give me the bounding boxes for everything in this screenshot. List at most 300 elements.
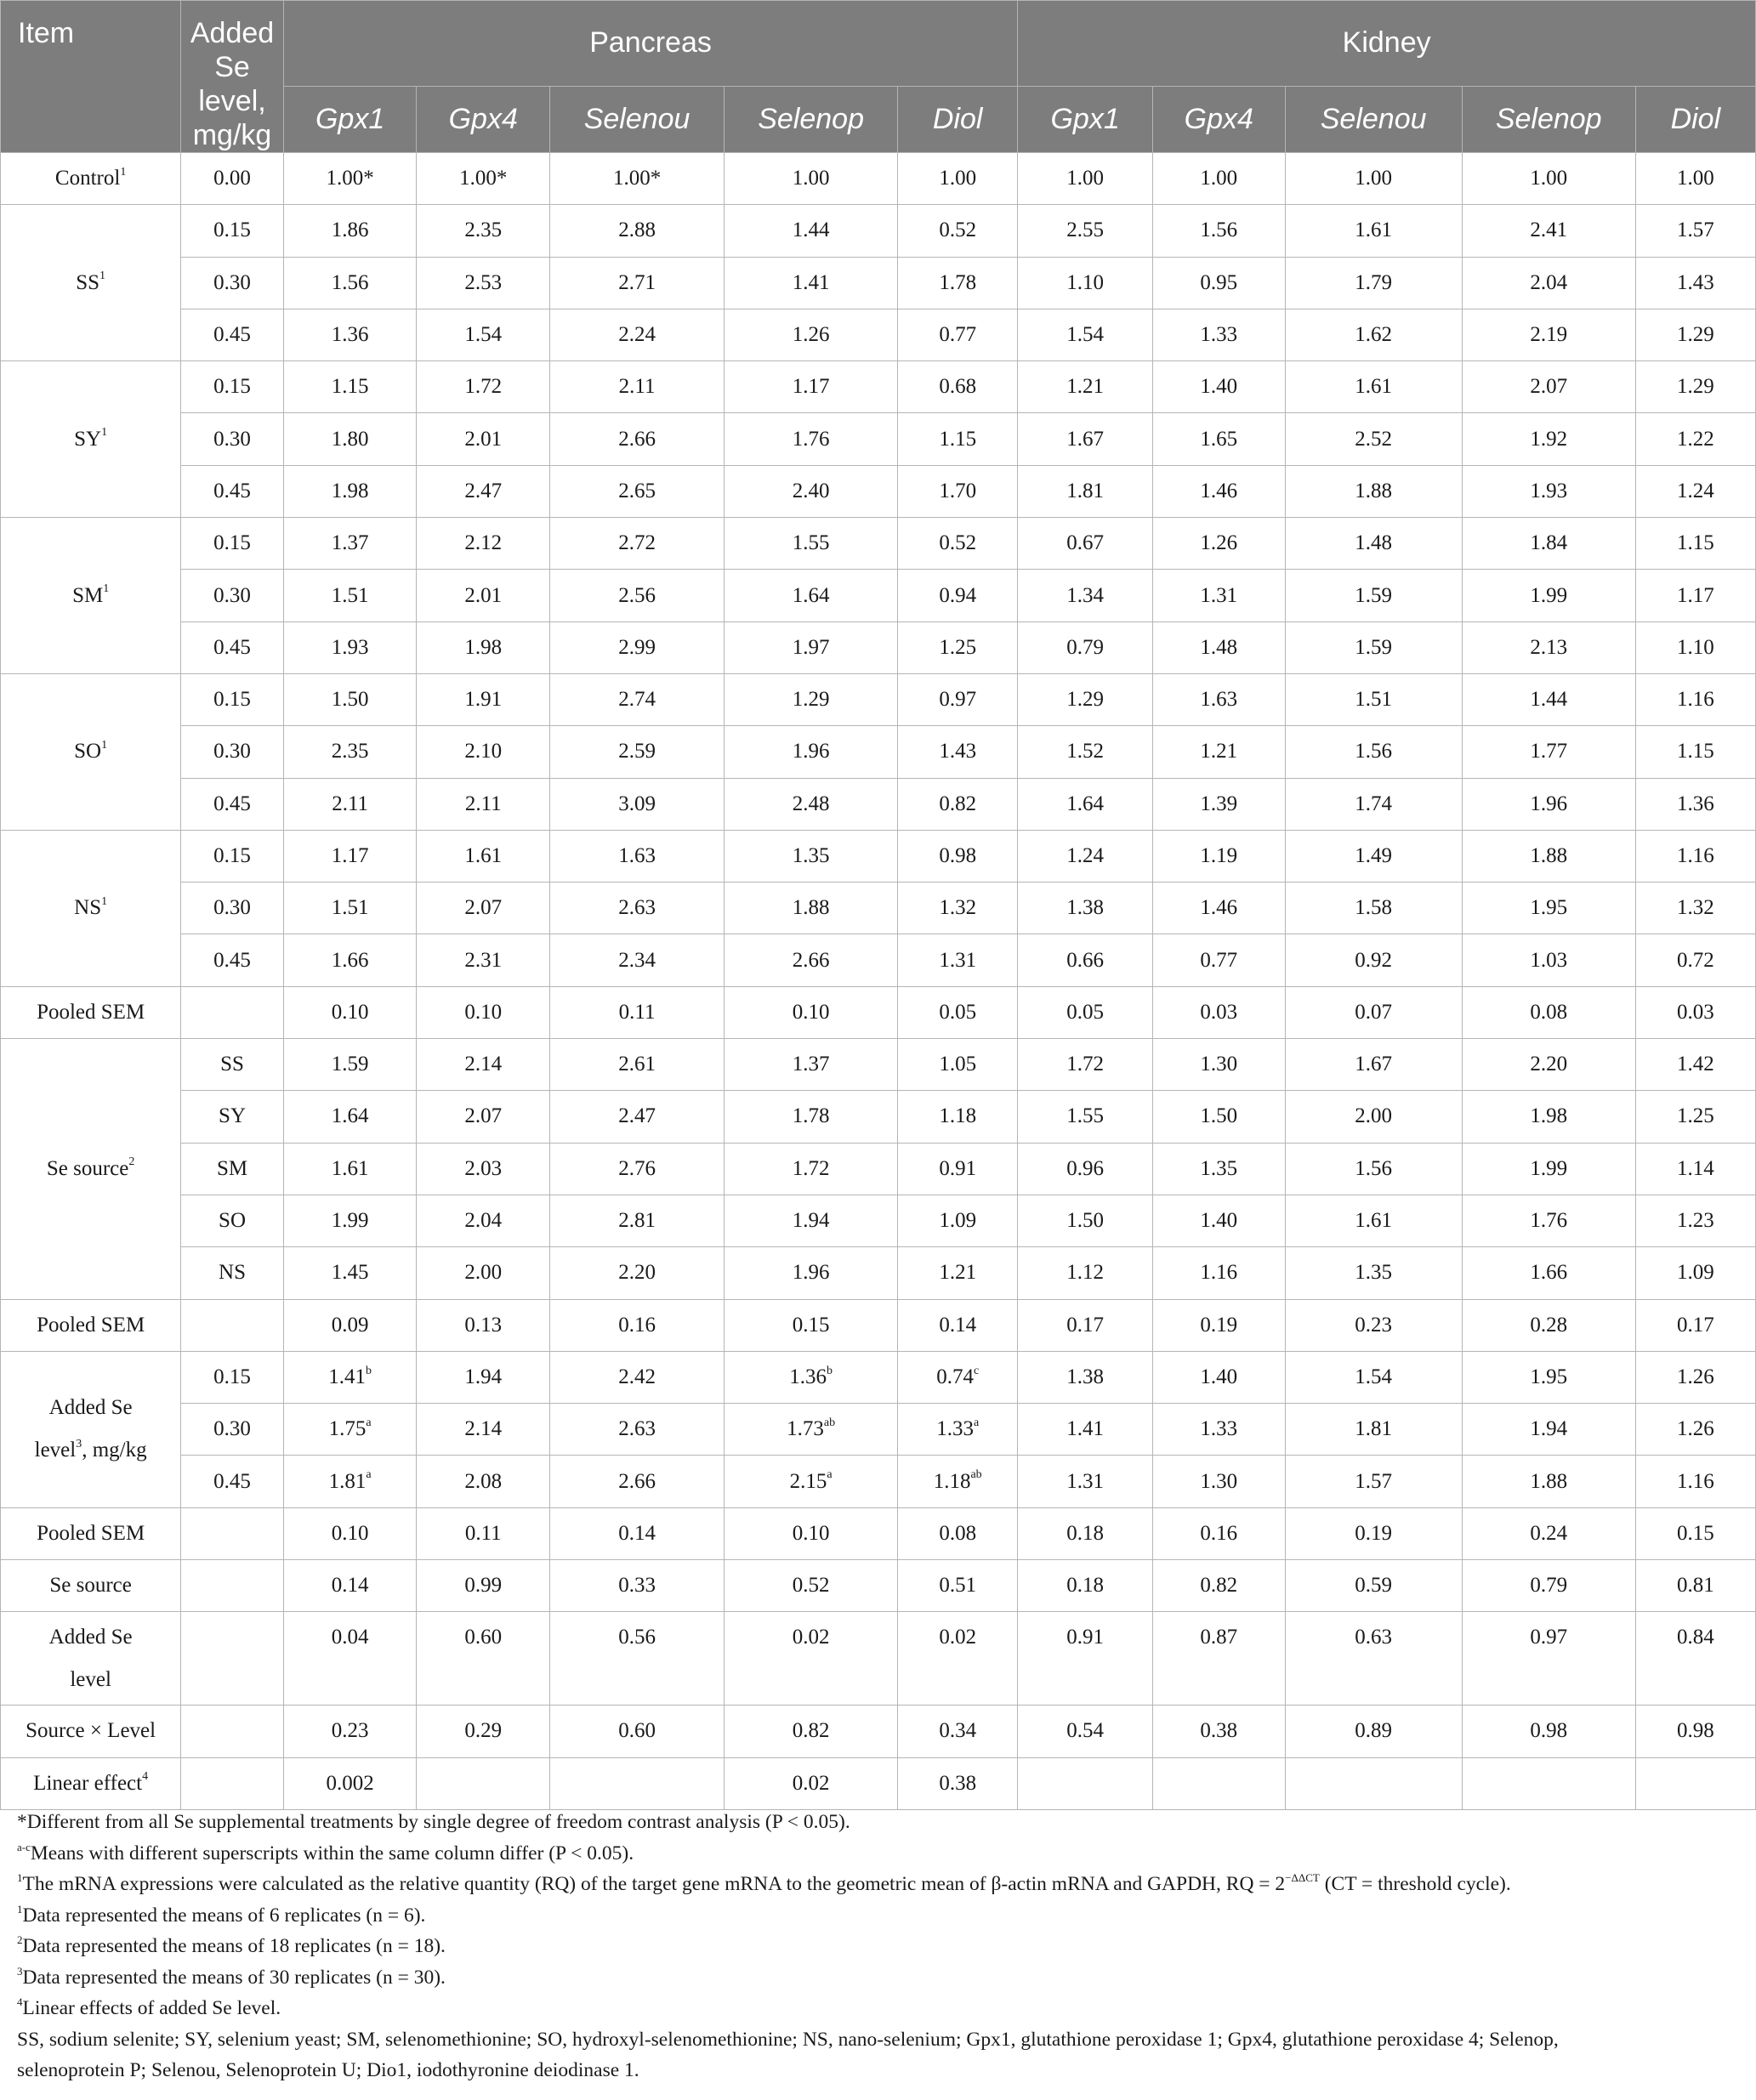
value-cell: 1.14: [1635, 1143, 1755, 1195]
value-cell: 0.34: [898, 1706, 1018, 1757]
level-cell: 0.15: [181, 1351, 284, 1403]
value-cell: 0.11: [417, 1507, 550, 1559]
value-cell: 0.18: [1018, 1507, 1153, 1559]
value-cell: 2.53: [417, 257, 550, 309]
value-cell: 1.40: [1152, 361, 1285, 413]
value-cell: 1.30: [1152, 1456, 1285, 1507]
footnote-linear: $^4$Linear effects of added Se level.: [17, 1995, 281, 2019]
value-cell: 1.96: [725, 726, 898, 778]
value-cell: 1.16: [1635, 673, 1755, 725]
value-cell: 1.12: [1018, 1247, 1153, 1299]
value-cell: 0.03: [1635, 986, 1755, 1038]
value-cell: 1.88: [725, 883, 898, 934]
value-cell: 1.81: [1018, 465, 1153, 517]
value-cell: 1.66: [1462, 1247, 1635, 1299]
value-cell: 0.29: [417, 1706, 550, 1757]
header-item: Item: [1, 1, 181, 153]
header-kidney-selenop: Selenop: [1462, 86, 1635, 152]
table-row: [1, 1143, 1756, 1195]
value-cell: 1.41$^b$: [283, 1351, 417, 1403]
value-cell: 1.35: [1152, 1143, 1285, 1195]
value-cell: 1.72: [417, 361, 550, 413]
value-cell: [417, 1757, 550, 1809]
value-cell: 1.38: [1018, 1351, 1153, 1403]
value-cell: 0.38: [898, 1757, 1018, 1809]
value-cell: 1.44: [1462, 673, 1635, 725]
value-cell: 2.61: [550, 1039, 725, 1091]
value-cell: 0.77: [1152, 934, 1285, 986]
value-cell: 1.00: [1635, 153, 1755, 205]
level-cell: [181, 986, 284, 1038]
table-row-linear: [1, 1757, 1756, 1809]
value-cell: 2.52: [1285, 413, 1462, 465]
value-cell: 1.88: [1285, 465, 1462, 517]
table-row-pooled-sem: [1, 1299, 1756, 1351]
value-cell: 1.10: [1635, 621, 1755, 673]
value-cell: 1.95: [1462, 1351, 1635, 1403]
table-row-pooled-sem: [1, 986, 1756, 1038]
value-cell: 1.61: [417, 830, 550, 882]
value-cell: 1.36$^b$: [725, 1351, 898, 1403]
value-cell: 1.93: [283, 621, 417, 673]
value-cell: 0.99: [417, 1560, 550, 1612]
value-cell: 0.54: [1018, 1706, 1153, 1757]
value-cell: 1.61: [1285, 205, 1462, 257]
value-cell: 2.59: [550, 726, 725, 778]
value-cell: 1.77: [1462, 726, 1635, 778]
value-cell: 2.00: [417, 1247, 550, 1299]
value-cell: 1.36: [283, 309, 417, 360]
table-row: [1, 413, 1756, 465]
source-cell: NS: [181, 1247, 284, 1299]
value-cell: 0.95: [1152, 257, 1285, 309]
value-cell: 2.14: [417, 1404, 550, 1456]
value-cell: 1.16: [1635, 1456, 1755, 1507]
value-cell: 1.26: [1635, 1404, 1755, 1456]
value-cell: 1.56: [283, 257, 417, 309]
value-cell: 1.49: [1285, 830, 1462, 882]
value-cell: 1.00*: [417, 153, 550, 205]
value-cell: 1.17: [1635, 570, 1755, 621]
header-pancreas-gpx1: Gpx1: [283, 86, 417, 152]
table-row: [1, 361, 1756, 413]
table-row: [1, 673, 1756, 725]
value-cell: 1.00: [725, 153, 898, 205]
value-cell: 2.07: [417, 1091, 550, 1143]
value-cell: 1.98: [417, 621, 550, 673]
value-cell: 1.16: [1635, 830, 1755, 882]
value-cell: 0.60: [417, 1612, 550, 1706]
value-cell: 0.74$^c$: [898, 1351, 1018, 1403]
value-cell: 0.81: [1635, 1560, 1755, 1612]
value-cell: 1.86: [283, 205, 417, 257]
value-cell: 2.35: [417, 205, 550, 257]
value-cell: 0.56: [550, 1612, 725, 1706]
value-cell: 1.59: [283, 1039, 417, 1091]
table-row: [1, 1039, 1756, 1091]
value-cell: 1.65: [1152, 413, 1285, 465]
row-label: Pooled SEM: [1, 1507, 181, 1559]
value-cell: 1.50: [283, 673, 417, 725]
value-cell: 1.63: [550, 830, 725, 882]
footnote-asterisk: *Different from all Se supplemental treatments by single degree of freedom contrast analysis (P < 0.05).: [17, 1811, 850, 1833]
value-cell: 0.98: [898, 830, 1018, 882]
value-cell: 2.04: [417, 1195, 550, 1246]
value-cell: 0.82: [898, 778, 1018, 830]
value-cell: 0.07: [1285, 986, 1462, 1038]
value-cell: 2.74: [550, 673, 725, 725]
value-cell: 2.12: [417, 518, 550, 570]
table-row-p-source: [1, 1560, 1756, 1612]
value-cell: 1.00*: [550, 153, 725, 205]
value-cell: 1.67: [1018, 413, 1153, 465]
value-cell: 1.98: [283, 465, 417, 517]
value-cell: 2.01: [417, 413, 550, 465]
value-cell: 1.16: [1152, 1247, 1285, 1299]
row-label: Control$^1$: [1, 153, 181, 205]
value-cell: 2.20: [550, 1247, 725, 1299]
value-cell: 0.52: [898, 205, 1018, 257]
table-row: [1, 830, 1756, 882]
source-cell: SM: [181, 1143, 284, 1195]
value-cell: 1.35: [1285, 1247, 1462, 1299]
table-row: [1, 309, 1756, 360]
value-cell: 1.15: [1635, 726, 1755, 778]
value-cell: 2.14: [417, 1039, 550, 1091]
value-cell: 1.00: [898, 153, 1018, 205]
value-cell: 1.93: [1462, 465, 1635, 517]
value-cell: 0.10: [417, 986, 550, 1038]
level-cell: [181, 1706, 284, 1757]
value-cell: 1.96: [1462, 778, 1635, 830]
value-cell: 1.54: [1018, 309, 1153, 360]
value-cell: 1.48: [1152, 621, 1285, 673]
value-cell: 1.80: [283, 413, 417, 465]
table-row: [1, 726, 1756, 778]
value-cell: 1.66: [283, 934, 417, 986]
value-cell: 0.14: [898, 1299, 1018, 1351]
value-cell: 2.11: [550, 361, 725, 413]
row-label: Linear effect$^4$: [1, 1757, 181, 1809]
level-cell: 0.45: [181, 934, 284, 986]
value-cell: 1.17: [725, 361, 898, 413]
value-cell: 0.19: [1285, 1507, 1462, 1559]
value-cell: 1.21: [1018, 361, 1153, 413]
value-cell: 1.29: [1018, 673, 1153, 725]
value-cell: 0.77: [898, 309, 1018, 360]
value-cell: 1.29: [1635, 361, 1755, 413]
value-cell: 2.24: [550, 309, 725, 360]
value-cell: 0.14: [550, 1507, 725, 1559]
value-cell: 1.31: [1152, 570, 1285, 621]
value-cell: 1.99: [1462, 1143, 1635, 1195]
value-cell: 1.51: [1285, 673, 1462, 725]
value-cell: 2.11: [283, 778, 417, 830]
value-cell: 0.16: [550, 1299, 725, 1351]
level-cell: [181, 1560, 284, 1612]
value-cell: 0.19: [1152, 1299, 1285, 1351]
value-cell: 0.66: [1018, 934, 1153, 986]
value-cell: 0.67: [1018, 518, 1153, 570]
value-cell: 1.22: [1635, 413, 1755, 465]
value-cell: 1.09: [898, 1195, 1018, 1246]
table-row: [1, 934, 1756, 986]
value-cell: 2.20: [1462, 1039, 1635, 1091]
value-cell: 1.45: [283, 1247, 417, 1299]
value-cell: 1.56: [1285, 726, 1462, 778]
value-cell: 2.34: [550, 934, 725, 986]
value-cell: 2.08: [417, 1456, 550, 1507]
row-label: Pooled SEM: [1, 986, 181, 1038]
value-cell: 1.18: [898, 1091, 1018, 1143]
value-cell: 0.24: [1462, 1507, 1635, 1559]
level-cell: 0.30: [181, 726, 284, 778]
value-cell: 1.79: [1285, 257, 1462, 309]
value-cell: 2.63: [550, 883, 725, 934]
value-cell: 1.10: [1018, 257, 1153, 309]
value-cell: [1462, 1757, 1635, 1809]
row-label: Se source$^2$: [1, 1039, 181, 1299]
value-cell: 1.29: [725, 673, 898, 725]
value-cell: 1.17: [283, 830, 417, 882]
value-cell: 0.002: [283, 1757, 417, 1809]
value-cell: 1.18$^{ab}$: [898, 1456, 1018, 1507]
value-cell: 0.10: [283, 1507, 417, 1559]
value-cell: 0.97: [1462, 1612, 1635, 1706]
value-cell: 1.40: [1152, 1195, 1285, 1246]
source-cell: SY: [181, 1091, 284, 1143]
value-cell: 1.64: [283, 1091, 417, 1143]
value-cell: 1.34: [1018, 570, 1153, 621]
table-row: [1, 1351, 1756, 1403]
value-cell: 1.62: [1285, 309, 1462, 360]
value-cell: 0.10: [283, 986, 417, 1038]
table-header: [1, 1, 1756, 153]
value-cell: 1.31: [1018, 1456, 1153, 1507]
value-cell: 1.23: [1635, 1195, 1755, 1246]
value-cell: 1.99: [1462, 570, 1635, 621]
value-cell: 0.79: [1018, 621, 1153, 673]
table-footnotes: [17, 1807, 1752, 2086]
value-cell: 1.58: [1285, 883, 1462, 934]
value-cell: 2.48: [725, 778, 898, 830]
table-row: [1, 570, 1756, 621]
value-cell: 0.09: [283, 1299, 417, 1351]
level-cell: 0.45: [181, 309, 284, 360]
value-cell: 0.98: [1635, 1706, 1755, 1757]
value-cell: 0.08: [1462, 986, 1635, 1038]
value-cell: 0.63: [1285, 1612, 1462, 1706]
level-cell: 0.15: [181, 830, 284, 882]
value-cell: 1.59: [1285, 570, 1462, 621]
value-cell: [1152, 1757, 1285, 1809]
value-cell: 2.07: [1462, 361, 1635, 413]
value-cell: 0.68: [898, 361, 1018, 413]
value-cell: 1.56: [1285, 1143, 1462, 1195]
value-cell: 2.40: [725, 465, 898, 517]
value-cell: 2.66: [550, 413, 725, 465]
value-cell: 2.65: [550, 465, 725, 517]
value-cell: [1635, 1757, 1755, 1809]
level-cell: 0.00: [181, 153, 284, 205]
table-row: [1, 883, 1756, 934]
value-cell: 1.51: [283, 570, 417, 621]
value-cell: 1.94: [725, 1195, 898, 1246]
value-cell: 1.64: [725, 570, 898, 621]
value-cell: 2.11: [417, 778, 550, 830]
level-cell: 0.45: [181, 465, 284, 517]
value-cell: 1.46: [1152, 465, 1285, 517]
value-cell: 1.55: [1018, 1091, 1153, 1143]
value-cell: 1.72: [725, 1143, 898, 1195]
level-cell: 0.15: [181, 518, 284, 570]
value-cell: 0.03: [1152, 986, 1285, 1038]
table-row: [1, 1091, 1756, 1143]
value-cell: 1.61: [1285, 1195, 1462, 1246]
level-cell: 0.45: [181, 1456, 284, 1507]
value-cell: 0.60: [550, 1706, 725, 1757]
value-cell: 2.56: [550, 570, 725, 621]
value-cell: 1.25: [1635, 1091, 1755, 1143]
value-cell: 1.40: [1152, 1351, 1285, 1403]
value-cell: 1.32: [898, 883, 1018, 934]
header-added-se-level: Added Se level, mg/kg: [181, 1, 284, 153]
value-cell: 2.66: [725, 934, 898, 986]
value-cell: 0.15: [725, 1299, 898, 1351]
value-cell: 1.39: [1152, 778, 1285, 830]
value-cell: 1.00: [1285, 153, 1462, 205]
table-row-pooled-sem: [1, 1507, 1756, 1559]
value-cell: 1.91: [417, 673, 550, 725]
value-cell: 1.76: [1462, 1195, 1635, 1246]
value-cell: 2.72: [550, 518, 725, 570]
value-cell: 1.21: [898, 1247, 1018, 1299]
value-cell: 1.72: [1018, 1039, 1153, 1091]
level-cell: [181, 1612, 284, 1706]
value-cell: 2.31: [417, 934, 550, 986]
row-label: Se source: [1, 1560, 181, 1612]
value-cell: 0.89: [1285, 1706, 1462, 1757]
value-cell: 0.10: [725, 1507, 898, 1559]
row-label: $SM^1$: [1, 518, 181, 674]
value-cell: 1.56: [1152, 205, 1285, 257]
value-cell: 1.98: [1462, 1091, 1635, 1143]
table-row: [1, 1456, 1756, 1507]
value-cell: 0.18: [1018, 1560, 1153, 1612]
value-cell: 1.94: [417, 1351, 550, 1403]
source-cell: SS: [181, 1039, 284, 1091]
row-label: $SO^1$: [1, 673, 181, 830]
value-cell: 1.50: [1152, 1091, 1285, 1143]
value-cell: 2.47: [417, 465, 550, 517]
value-cell: 0.05: [898, 986, 1018, 1038]
value-cell: 1.57: [1635, 205, 1755, 257]
value-cell: 0.97: [898, 673, 1018, 725]
footnote-abbreviations-cont: selenoprotein P; Selenou, Selenoprotein U; Dio1, iodothyronine deiodinase 1.: [17, 2059, 639, 2081]
footnote-mrna: $^1$The mRNA expressions were calculated as the relative quantity (RQ) of the target gene mRNA to the geometric mean of β-actin mRNA and GAPDH, RQ = $2^{-\Delta\Delta CT}$ (CT = threshold cycle).: [17, 1871, 1511, 1895]
level-cell: [181, 1299, 284, 1351]
value-cell: 1.96: [725, 1247, 898, 1299]
value-cell: 1.74: [1285, 778, 1462, 830]
level-cell: 0.15: [181, 673, 284, 725]
value-cell: 1.30: [1152, 1039, 1285, 1091]
header-kidney: Kidney: [1018, 1, 1756, 87]
value-cell: 2.13: [1462, 621, 1635, 673]
table-row: [1, 257, 1756, 309]
value-cell: 1.24: [1635, 465, 1755, 517]
header-pancreas: Pancreas: [283, 1, 1017, 87]
row-label: Pooled SEM: [1, 1299, 181, 1351]
level-cell: 0.30: [181, 570, 284, 621]
value-cell: 2.00: [1285, 1091, 1462, 1143]
source-cell: SO: [181, 1195, 284, 1246]
value-cell: 1.00: [1152, 153, 1285, 205]
value-cell: 1.70: [898, 465, 1018, 517]
value-cell: 2.71: [550, 257, 725, 309]
value-cell: 0.14: [283, 1560, 417, 1612]
value-cell: 2.07: [417, 883, 550, 934]
value-cell: 1.15: [898, 413, 1018, 465]
value-cell: 1.94: [1462, 1404, 1635, 1456]
value-cell: 2.10: [417, 726, 550, 778]
value-cell: 0.05: [1018, 986, 1153, 1038]
value-cell: 2.88: [550, 205, 725, 257]
value-cell: 2.63: [550, 1404, 725, 1456]
table-row: [1, 1404, 1756, 1456]
value-cell: 0.02: [725, 1612, 898, 1706]
row-label: $SY^1$: [1, 361, 181, 518]
value-cell: 1.95: [1462, 883, 1635, 934]
value-cell: 1.52: [1018, 726, 1153, 778]
header-kidney-gpx4: Gpx4: [1152, 86, 1285, 152]
value-cell: 1.61: [283, 1143, 417, 1195]
level-cell: 0.15: [181, 205, 284, 257]
level-cell: 0.45: [181, 778, 284, 830]
value-cell: 0.87: [1152, 1612, 1285, 1706]
level-cell: 0.30: [181, 883, 284, 934]
value-cell: 1.78: [898, 257, 1018, 309]
value-cell: 1.00: [1018, 153, 1153, 205]
value-cell: 0.98: [1462, 1706, 1635, 1757]
value-cell: 0.10: [725, 986, 898, 1038]
value-cell: 1.50: [1018, 1195, 1153, 1246]
value-cell: 1.36: [1635, 778, 1755, 830]
value-cell: 1.57: [1285, 1456, 1462, 1507]
table-body: [1, 153, 1756, 1810]
table-row: [1, 205, 1756, 257]
header-kidney-selenou: Selenou: [1285, 86, 1462, 152]
row-label: Added Se level: [1, 1612, 181, 1706]
value-cell: 1.05: [898, 1039, 1018, 1091]
value-cell: 1.84: [1462, 518, 1635, 570]
value-cell: 1.03: [1462, 934, 1635, 986]
level-cell: 0.30: [181, 413, 284, 465]
value-cell: 1.61: [1285, 361, 1462, 413]
value-cell: 1.37: [283, 518, 417, 570]
header-kidney-gpx1: Gpx1: [1018, 86, 1153, 152]
value-cell: 2.66: [550, 1456, 725, 1507]
value-cell: 0.04: [283, 1612, 417, 1706]
value-cell: [1018, 1757, 1153, 1809]
value-cell: 0.02: [725, 1757, 898, 1809]
value-cell: 0.52: [725, 1560, 898, 1612]
footnote-abbreviations: SS, sodium selenite; SY, selenium yeast; SM, selenomethionine; SO, hydroxyl-selenomethionine; NS, nano-selenium; Gpx1, glutathione peroxidase 1; Gpx4, glutathione peroxidase 4; Selenop,: [17, 2028, 1559, 2051]
value-cell: 1.29: [1635, 309, 1755, 360]
value-cell: 2.19: [1462, 309, 1635, 360]
table-row-interaction: [1, 1706, 1756, 1757]
value-cell: 0.72: [1635, 934, 1755, 986]
table-row: [1, 465, 1756, 517]
